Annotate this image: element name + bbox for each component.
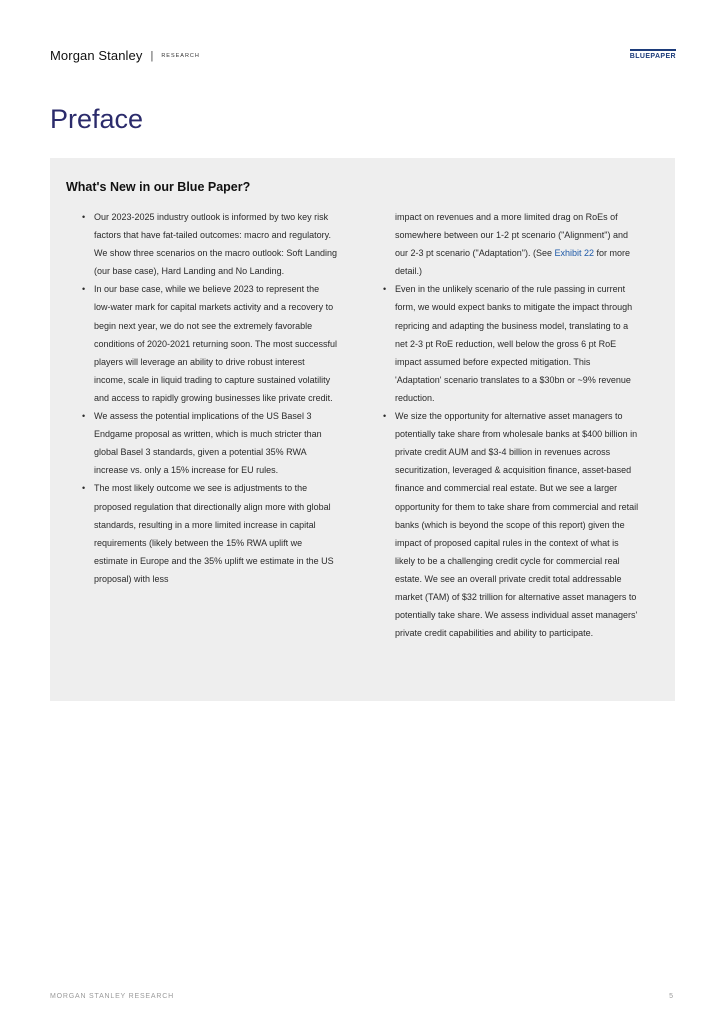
brand-separator: | xyxy=(150,49,154,62)
list-item: • In our base case, while we believe 2023 to represent the low-water mark for capital markets activity and a recovery to begin next year, we do not see the extremely favorable conditions of 2020-2021 returning soon. The most successful players will leverage an ability to drive robust interest income, scale in liquid trading to capture sustained volatility and access to rapidly growing businesses like private credit. xyxy=(80,280,337,407)
bullet-icon: • xyxy=(383,411,387,422)
bullet-icon: • xyxy=(82,284,86,295)
bluepaper-tag: BLUEPAPER xyxy=(630,49,676,60)
list-item: • Even in the unlikely scenario of the rule passing in current form, we would expect banks to mitigate the impact through repricing and adapting the business model, translating to a net 2-3 pt RoE reduction, well below the gross 6 pt RoE impact assumed before expected mitigation. This 'Adaptation' scenario translates to a $30bn or ~9% revenue reduction. xyxy=(381,280,639,407)
page-header xyxy=(50,46,676,68)
summary-column-right xyxy=(381,208,639,642)
brand-name: Morgan Stanley xyxy=(50,48,143,63)
brand-section: RESEARCH xyxy=(161,52,200,59)
list-item: • The most likely outcome we see is adjustments to the proposed regulation that directionally align more with global standards, resulting in a more limited increase in capital requirements (likely between the 15% RWA uplift we estimate in Europe and the 35% uplift we estimate in the US proposal) with less xyxy=(80,479,337,588)
list-item: • We size the opportunity for alternative asset managers to potentially take share from wholesale banks at $400 billion in private credit AUM and $3-4 billion in revenues across securitization, leveraged & acquisition finance, asset-based finance and commercial real estate. But we see a larger opportunity for them to take share from commercial and retail banks (which is beyond the scope of this report) given the impact of proposed capital rules in the context of what is likely to be a challenging credit cycle for commercial real estate. We see an overall private credit total addressable market (TAM) of $32 trillion for alternative asset managers to potentially take share. We assess individual asset managers' private credit capabilities and ability to participate. xyxy=(381,407,639,642)
brand-logo xyxy=(50,48,200,63)
exhibit-link[interactable]: Exhibit 22 xyxy=(554,248,595,259)
summary-column-left xyxy=(80,208,337,588)
list-item: • Our 2023-2025 industry outlook is informed by two key risk factors that have fat-tailed outcomes: macro and regulatory. We show three scenarios on the macro outlook: Soft Landing (our base case), Hard Landing and No Landing. xyxy=(80,208,337,280)
bullet-icon: • xyxy=(82,483,86,494)
summary-box xyxy=(50,158,675,701)
page-number: 5 xyxy=(669,993,673,1000)
summary-heading: What's New in our Blue Paper? xyxy=(66,180,251,194)
list-item-continuation: impact on revenues and a more limited drag on RoEs of somewhere between our 1-2 pt scenario ("Alignment") and our 2-3 pt scenario ("Adaptation"). (See Exhibit 22 for more detail.) xyxy=(395,212,631,277)
bullet-icon: • xyxy=(383,284,387,295)
bullet-icon: • xyxy=(82,411,86,422)
bullet-icon: • xyxy=(82,212,86,222)
page-title: Preface xyxy=(50,104,144,134)
list-item: • We assess the potential implications of the US Basel 3 Endgame proposal as written, which is much stricter than global Basel 3 standards, given a potential 35% RWA increase vs. only a 15% increase for EU rules. xyxy=(80,407,337,479)
footer-publisher: MORGAN STANLEY RESEARCH xyxy=(50,993,174,1000)
